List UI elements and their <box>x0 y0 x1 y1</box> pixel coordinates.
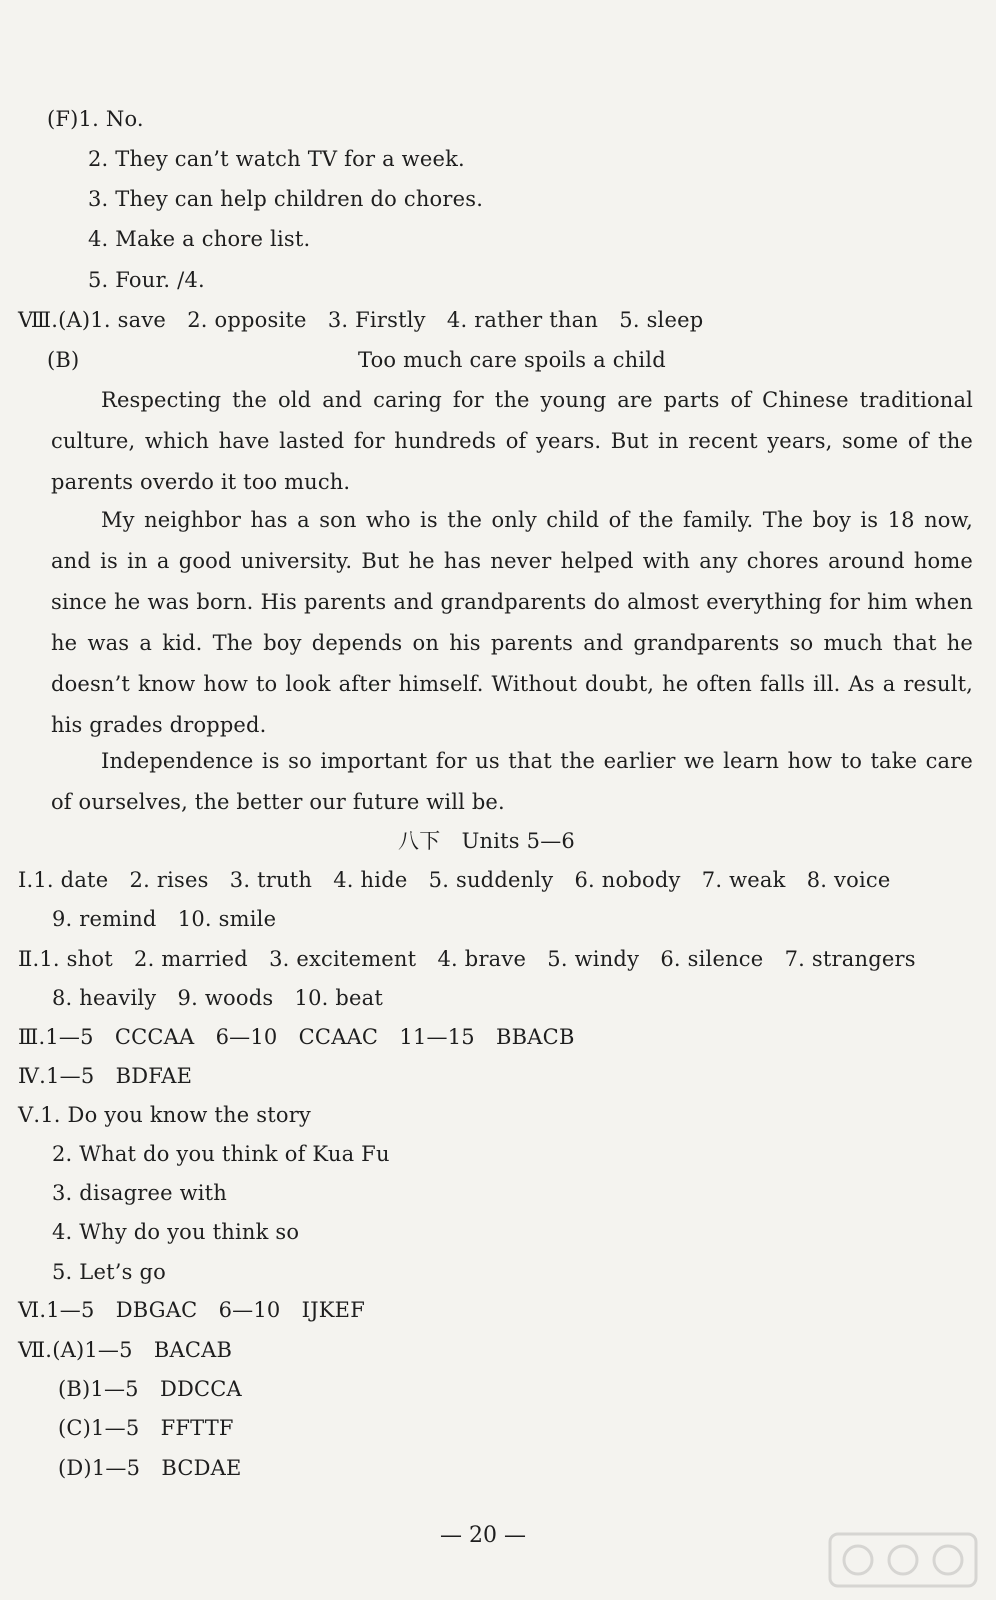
unit-heading: 八下 Units 5—6 <box>398 829 575 853</box>
section-numeral: Ⅴ. <box>18 1103 41 1127</box>
section-iii-answers: 1—5 CCCAA 6—10 CCAAC 11—15 BBACB <box>45 1025 575 1049</box>
section-v-4: 4. Why do you think so <box>52 1220 300 1244</box>
section-numeral: Ⅶ. <box>18 1338 53 1362</box>
section-viii-a <box>18 307 703 333</box>
page-number: — 20 — <box>440 1523 526 1548</box>
section-numeral: Ⅱ. <box>18 947 40 971</box>
section-i-line-1 <box>18 867 890 893</box>
essay-title: Too much care spoils a child <box>358 348 666 372</box>
section-vii-a <box>18 1337 232 1363</box>
section-v-1 <box>18 1102 311 1128</box>
essay-paragraph-2: My neighbor has a son who is the only child of the family. The boy is 18 now, and is in a good university. But he has never helped with any chores around home since he was born. His parents and grandparents do almost everything for him when he was a kid. The boy depends on his parents and grandparents so much that he doesn’t know how to look after himself. Without doubt, he often falls ill. As a result, his grades dropped. <box>51 508 973 737</box>
section-v-5: 5. Let’s go <box>52 1260 166 1284</box>
essay-paragraph-3: Independence is so important for us that the earlier we learn how to take care of ourselves, the better our future will be. <box>51 749 973 814</box>
section-ii-line-2: 8. heavily 9. woods 10. beat <box>52 986 384 1010</box>
section-vi-answers: 1—5 DBGAC 6—10 IJKEF <box>46 1298 365 1322</box>
section-i-answers: 1. date 2. rises 3. truth 4. hide 5. suddenly 6. nobody 7. weak 8. voice <box>33 868 891 892</box>
section-vi <box>18 1297 365 1323</box>
section-ii-line-1 <box>18 946 916 972</box>
section-vii-d: (D)1—5 BCDAE <box>58 1456 242 1480</box>
section-numeral: Ⅳ. <box>18 1064 47 1088</box>
section-numeral: Ⅷ. <box>18 308 59 332</box>
essay-paragraph-1: Respecting the old and caring for the young are parts of Chinese traditional culture, which have lasted for hundreds of years. But in recent years, some of the parents overdo it too much. <box>51 388 973 494</box>
section-v-2: 2. What do you think of Kua Fu <box>52 1142 390 1166</box>
answer-f-3: 3. They can help children do chores. <box>88 187 484 211</box>
section-iv <box>18 1063 192 1089</box>
answer-f-1: (F)1. No. <box>47 107 144 131</box>
section-ii-answers: 1. shot 2. married 3. excitement 4. brave 5. windy 6. silence 7. strangers <box>39 947 916 971</box>
answer-f-5: 5. Four. /4. <box>88 268 205 292</box>
section-viii-a-answers: (A)1. save 2. opposite 3. Firstly 4. rather than 5. sleep <box>58 308 704 332</box>
section-vii-b: (B)1—5 DDCCA <box>58 1377 242 1401</box>
section-numeral: Ⅲ. <box>18 1025 46 1049</box>
section-viii-b-label: (B) <box>47 348 80 372</box>
section-v-answer-1: 1. Do you know the story <box>40 1103 311 1127</box>
section-numeral: Ⅰ. <box>18 868 34 892</box>
answer-f-2: 2. They can’t watch TV for a week. <box>88 147 465 171</box>
section-i-line-2: 9. remind 10. smile <box>52 907 277 931</box>
section-vii-c: (C)1—5 FFTTF <box>58 1416 234 1440</box>
watermark-logo-icon <box>828 1530 978 1590</box>
section-iii <box>18 1024 575 1050</box>
section-iv-answers: 1—5 BDFAE <box>46 1064 193 1088</box>
section-vii-a-answers: (A)1—5 BACAB <box>52 1338 233 1362</box>
section-numeral: Ⅵ. <box>18 1298 47 1322</box>
section-v-3: 3. disagree with <box>52 1181 228 1205</box>
answer-f-4: 4. Make a chore list. <box>88 227 311 251</box>
